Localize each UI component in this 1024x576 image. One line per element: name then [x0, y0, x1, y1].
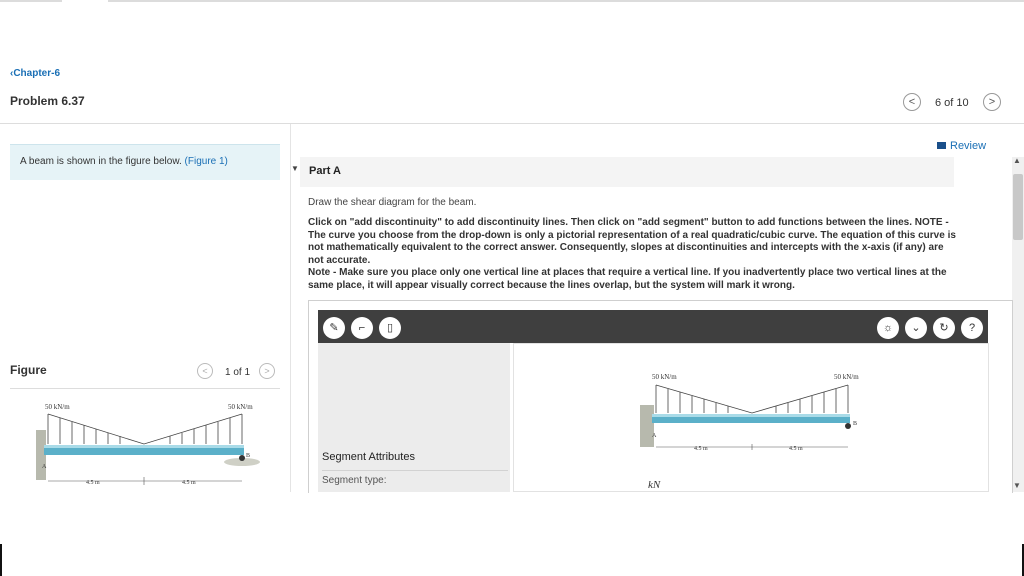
problem-statement: [20, 156, 228, 167]
dropdown-button[interactable]: [905, 317, 927, 339]
figure-divider: [10, 388, 280, 389]
help-button[interactable]: [961, 317, 983, 339]
hint-lightbulb-icon: ☼: [882, 322, 894, 334]
scroll-down-icon[interactable]: ▼: [1013, 481, 1021, 490]
chevron-left-icon: <: [202, 366, 208, 376]
add-segment-button[interactable]: [351, 317, 373, 339]
reset-icon: ↻: [939, 322, 949, 334]
wall-support: [640, 405, 654, 447]
problem-title: Problem 6.37: [10, 94, 85, 108]
figure-1-link[interactable]: (Figure 1): [184, 156, 228, 167]
y-axis-unit: kN: [648, 479, 661, 491]
support-b-label: B: [853, 421, 858, 427]
fig-load-left-label: 50 kN/m: [45, 403, 70, 411]
segment-divider: [322, 470, 508, 471]
delete-button[interactable]: [379, 317, 401, 339]
load-left-label: 50 kN/m: [652, 373, 677, 381]
figure-counter: 1 of 1: [225, 367, 251, 378]
dropdown-chevron-icon: ⌄: [911, 322, 921, 334]
question-body: [308, 217, 958, 293]
chevron-left-icon: <: [908, 96, 916, 108]
beam-figure-graph: [634, 367, 874, 457]
question-instruction: Draw the shear diagram for the beam.: [308, 197, 477, 208]
header-divider: [0, 123, 1024, 124]
chapter-link[interactable]: ‹Chapter-6: [10, 68, 61, 79]
reset-button[interactable]: [933, 317, 955, 339]
hint-button[interactable]: [877, 317, 899, 339]
add-discontinuity-icon: ✎: [329, 322, 339, 334]
collapse-caret-icon[interactable]: ▼: [291, 164, 299, 173]
fig-support-a-label: A: [42, 464, 47, 470]
load-right-label: 50 kN/m: [834, 373, 859, 381]
figure-next-button[interactable]: [259, 363, 275, 379]
scrollbar-thumb[interactable]: [1013, 174, 1023, 240]
review-label: Review: [950, 140, 987, 152]
figure-prev-button[interactable]: [197, 363, 213, 379]
question-body-1: Click on "add discontinuity" to add discontinuity lines. Then click on "add segment" button to add functions between the lines. NOTE - The curve you choose from the drop-down is only a pictorial representation of a real quadratic/cubic curve. The equation of this curve is not mathematically equivalent to the correct answer. Consequently, slopes at discontinuities and intercepts with the x-axis (if any) are not accurate.: [308, 217, 956, 266]
load-arrows: [668, 389, 836, 413]
beam-figure-left: [36, 400, 266, 492]
prev-problem-button[interactable]: [903, 93, 921, 111]
fig-span-left-label: 4.5 m: [86, 480, 100, 486]
fig-load-right-label: 50 kN/m: [228, 403, 253, 411]
question-body-2: Note - Make sure you place only one vertical line at places that require a vertical line. If you inadvertently place two vertical lines at the same place, it will appear visually correct because the lines overlap, but the system will mark it wrong.: [308, 267, 947, 291]
part-a-header[interactable]: [300, 157, 954, 187]
delete-icon: ▯: [386, 322, 394, 334]
fig-span-right-label: 4.5 m: [182, 480, 196, 486]
bottom-edge-left: [0, 544, 2, 576]
distributed-load-outline: [656, 385, 848, 413]
top-tab: [62, 0, 108, 2]
figure-title: Figure: [10, 363, 47, 377]
problem-counter: 6 of 10: [935, 97, 969, 109]
segment-attributes-heading: Segment Attributes: [322, 451, 415, 463]
chevron-right-icon: >: [988, 96, 996, 108]
column-divider: [290, 124, 291, 492]
roller-support: [845, 423, 851, 429]
add-segment-icon: ⌐: [358, 322, 366, 334]
book-icon: [937, 142, 946, 149]
next-problem-button[interactable]: [983, 93, 1001, 111]
span-right-label: 4.5 m: [789, 446, 803, 452]
review-link[interactable]: [937, 140, 986, 152]
span-left-label: 4.5 m: [694, 446, 708, 452]
support-a-label: A: [652, 433, 657, 439]
add-discontinuity-button[interactable]: [323, 317, 345, 339]
part-a-title: Part A: [309, 165, 341, 177]
fig-support-b-label: B: [246, 453, 251, 459]
segment-type-label: Segment type:: [322, 475, 387, 486]
scroll-up-icon[interactable]: ▲: [1013, 156, 1021, 165]
help-icon: ?: [968, 322, 976, 334]
chevron-right-icon: >: [264, 366, 270, 376]
top-strip: [0, 0, 1024, 2]
problem-statement-text: A beam is shown in the figure below.: [20, 156, 185, 167]
